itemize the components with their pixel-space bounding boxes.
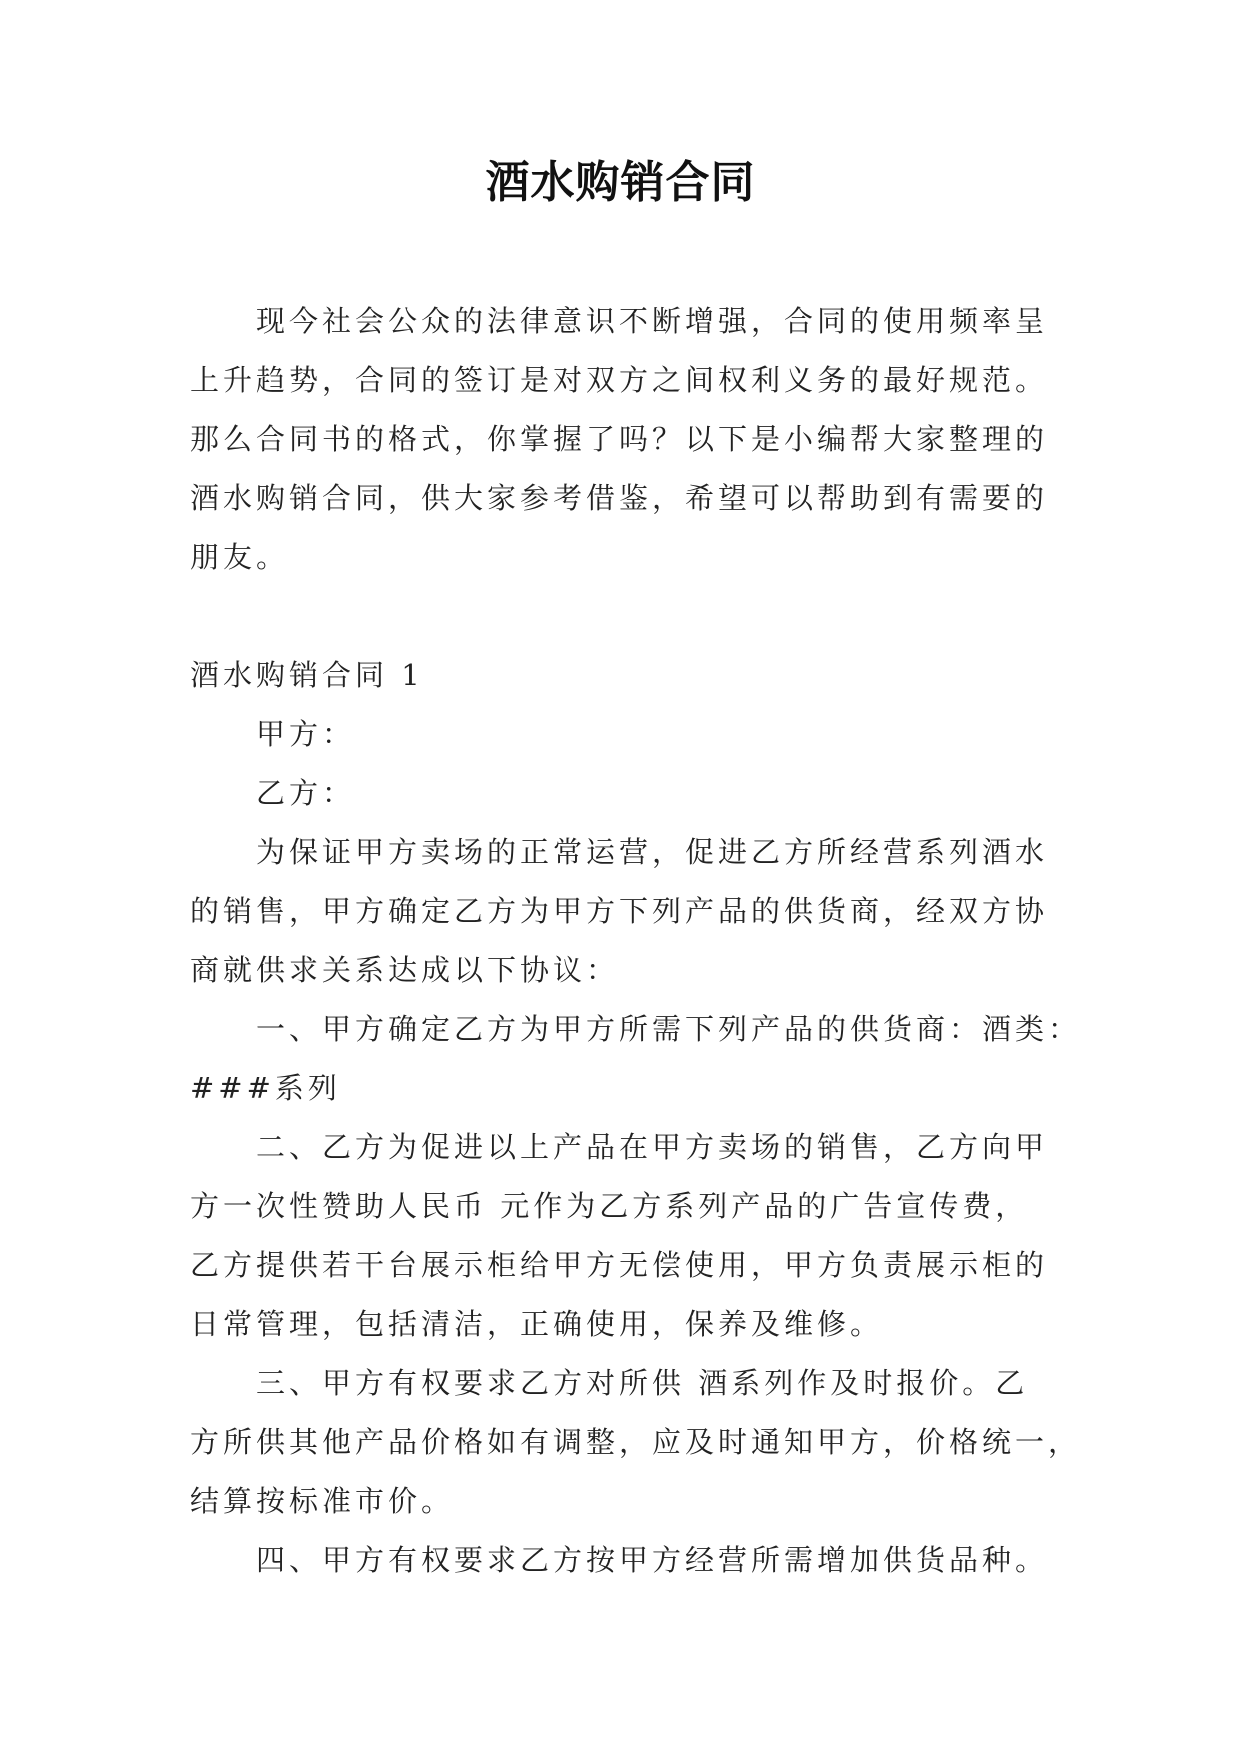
document-title: 酒水购销合同 <box>485 157 756 208</box>
clause-1-line: ###系列 <box>190 1071 341 1105</box>
clause-2-line: 二、乙方为促进以上产品在甲方卖场的销售，乙方向甲 <box>256 1130 1049 1164</box>
intro-line: 酒水购销合同，供大家参考借鉴，希望可以帮助到有需要的 <box>190 481 1049 515</box>
clause-3-line: 结算按标准市价。 <box>190 1484 455 1518</box>
clause-2-line: 方一次性赞助人民币 元作为乙方系列产品的广告宣传费， <box>190 1189 1029 1223</box>
clause-2-line: 日常管理，包括清洁，正确使用，保养及维修。 <box>190 1307 884 1341</box>
clause-1-line: 一、甲方确定乙方为甲方所需下列产品的供货商：酒类： <box>256 1012 1082 1046</box>
section-heading: 酒水购销合同 1 <box>190 658 424 692</box>
preamble-line: 为保证甲方卖场的正常运营，促进乙方所经营系列酒水 <box>256 835 1049 869</box>
intro-line: 现今社会公众的法律意识不断增强，合同的使用频率呈 <box>256 304 1049 338</box>
paragraph-gap <box>190 587 1070 646</box>
party-a-label: 甲方： <box>256 717 356 751</box>
clause-3-line: 三、甲方有权要求乙方对所供 酒系列作及时报价。乙 <box>256 1366 1029 1400</box>
clause-2-line: 乙方提供若干台展示柜给甲方无偿使用，甲方负责展示柜的 <box>190 1248 1049 1282</box>
intro-line: 上升趋势，合同的签订是对双方之间权利义务的最好规范。 <box>190 363 1049 397</box>
clause-3-line: 方所供其他产品价格如有调整，应及时通知甲方，价格统一， <box>190 1425 1082 1459</box>
clause-4-line: 四、甲方有权要求乙方按甲方经营所需增加供货品种。 <box>256 1543 1049 1577</box>
intro-line: 那么合同书的格式，你掌握了吗？以下是小编帮大家整理的 <box>190 422 1049 456</box>
intro-line: 朋友。 <box>190 540 290 574</box>
party-b-label: 乙方： <box>256 776 356 810</box>
preamble-line: 的销售，甲方确定乙方为甲方下列产品的供货商，经双方协 <box>190 894 1049 928</box>
document-body <box>190 292 1082 1590</box>
preamble-line: 商就供求关系达成以下协议： <box>190 953 620 987</box>
